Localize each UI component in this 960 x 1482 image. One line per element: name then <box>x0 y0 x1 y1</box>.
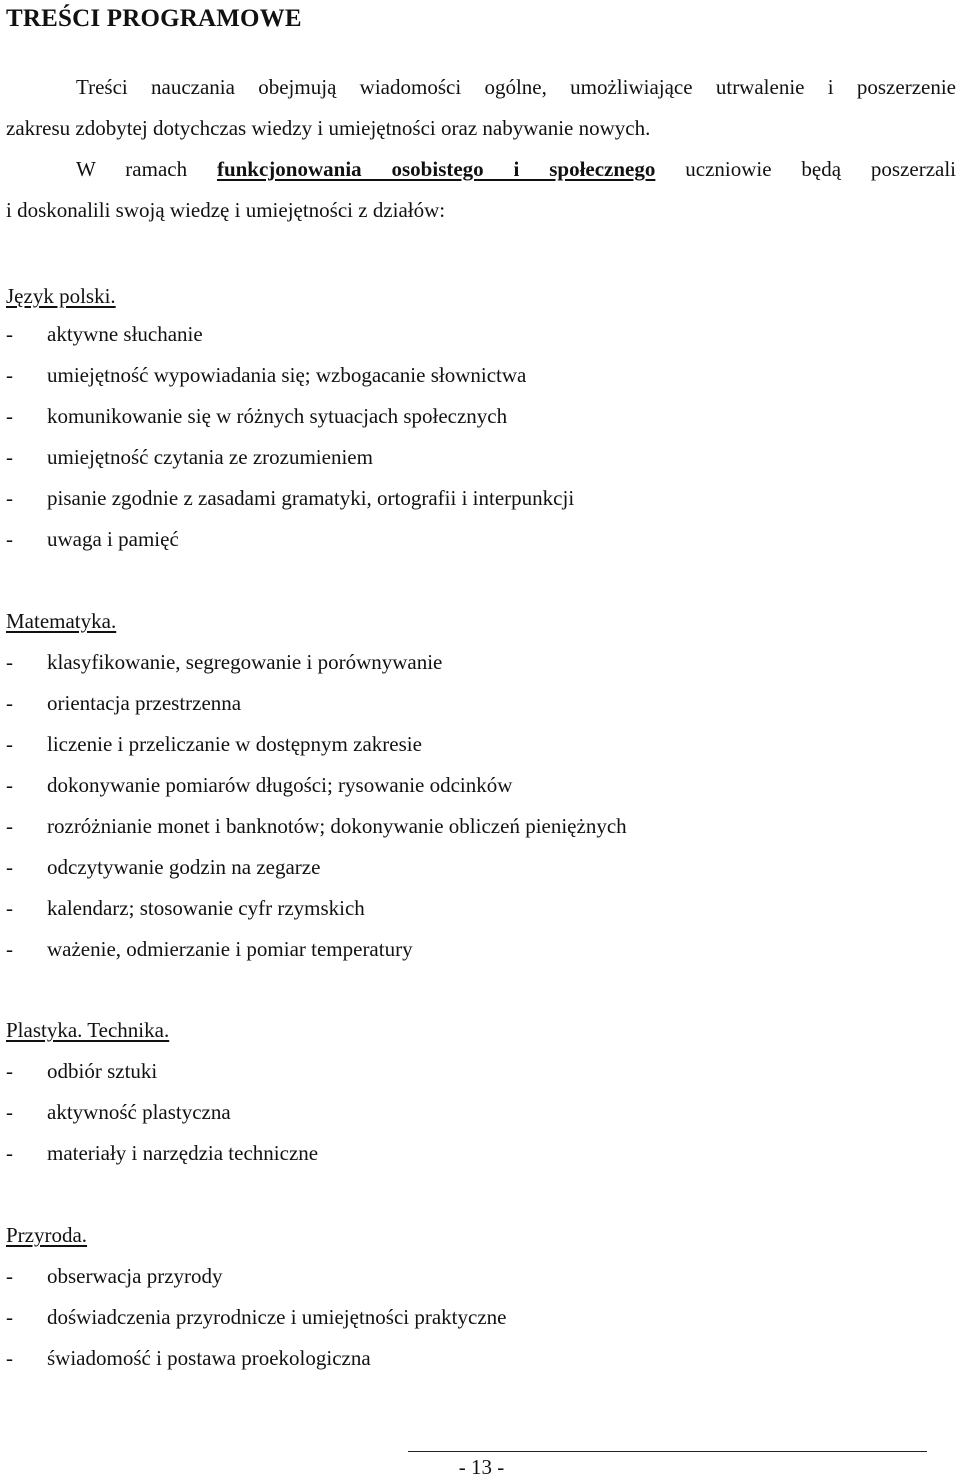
list-dash: - <box>6 814 13 838</box>
list-item-text: dokonywanie pomiarów długości; rysowanie odcinków <box>47 773 513 797</box>
list-item <box>6 890 365 926</box>
list-item <box>6 1053 157 1089</box>
list-dash: - <box>6 1264 13 1288</box>
list-item <box>6 1135 318 1171</box>
list-item-text: odczytywanie godzin na zegarze <box>47 855 321 879</box>
list-item <box>6 1299 506 1335</box>
list-dash: - <box>6 855 13 879</box>
list-dash: - <box>6 1100 13 1124</box>
list-item <box>6 521 179 557</box>
intro-line-2: zakresu zdobytej dotychczas wiedzy i umiejętności oraz nabywanie nowych. <box>6 116 651 140</box>
intro-line-4: i doskonalili swoją wiedzę i umiejętności z działów: <box>6 198 446 222</box>
list-item <box>6 1340 371 1376</box>
list-item-text: aktywność plastyczna <box>47 1100 231 1124</box>
list-item <box>6 644 442 680</box>
list-dash: - <box>6 896 13 920</box>
list-item-text: komunikowanie się w różnych sytuacjach społecznych <box>47 404 508 428</box>
intro-line-3-start: W ramach <box>76 157 188 181</box>
list-dash: - <box>6 1059 13 1083</box>
list-item <box>6 357 526 393</box>
list-dash: - <box>6 486 13 510</box>
list-dash: - <box>6 322 13 346</box>
list-item <box>6 1094 231 1130</box>
list-dash: - <box>6 404 13 428</box>
list-item <box>6 1258 223 1294</box>
list-dash: - <box>6 650 13 674</box>
section-heading-polish: Język polski. <box>6 284 116 308</box>
intro-line-1: Treści nauczania obejmują wiadomości ogólne, umożliwiające utrwalenie i poszerzenie <box>76 75 956 99</box>
list-item-text: doświadczenia przyrodnicze i umiejętności praktyczne <box>47 1305 507 1329</box>
list-item-text: orientacja przestrzenna <box>47 691 242 715</box>
intro-line-3-end: uczniowie będą poszerzali <box>685 157 957 181</box>
list-item <box>6 685 241 721</box>
list-dash: - <box>6 1346 13 1370</box>
list-item-text: klasyfikowanie, segregowanie i porównywanie <box>47 650 443 674</box>
list-item-text: aktywne słuchanie <box>47 322 203 346</box>
list-item <box>6 931 413 967</box>
list-item-text: rozróżnianie monet i banknotów; dokonywanie obliczeń pieniężnych <box>47 814 627 838</box>
list-item <box>6 439 373 475</box>
list-item-text: liczenie i przeliczanie w dostępnym zakresie <box>47 732 422 756</box>
list-item-text: pisanie zgodnie z zasadami gramatyki, ortografii i interpunkcji <box>47 486 575 510</box>
list-item <box>6 316 203 352</box>
list-item <box>6 726 422 762</box>
list-dash: - <box>6 527 13 551</box>
list-item-text: materiały i narzędzia techniczne <box>47 1141 319 1165</box>
list-dash: - <box>6 1141 13 1165</box>
list-dash: - <box>6 1305 13 1329</box>
list-dash: - <box>6 732 13 756</box>
section-heading-art-technology: Plastyka. Technika. <box>6 1018 170 1042</box>
list-item-text: odbiór sztuki <box>47 1059 158 1083</box>
list-item-text: umiejętność wypowiadania się; wzbogacanie słownictwa <box>47 363 527 387</box>
intro-line-3 <box>6 149 956 190</box>
list-item-text: ważenie, odmierzanie i pomiar temperatury <box>47 937 413 961</box>
list-dash: - <box>6 937 13 961</box>
section-heading-nature: Przyroda. <box>6 1223 88 1247</box>
list-item-text: uwaga i pamięć <box>47 527 179 551</box>
page-title: TREŚCI PROGRAMOWE <box>6 5 302 32</box>
list-dash: - <box>6 445 13 469</box>
list-item-text: obserwacja przyrody <box>47 1264 223 1288</box>
page-number: - 13 - <box>458 1455 505 1479</box>
list-dash: - <box>6 363 13 387</box>
list-item-text: kalendarz; stosowanie cyfr rzymskich <box>47 896 365 920</box>
section-heading-math: Matematyka. <box>6 609 117 633</box>
list-item <box>6 398 507 434</box>
list-item <box>6 808 627 844</box>
list-item-text: umiejętność czytania ze zrozumieniem <box>47 445 373 469</box>
list-item <box>6 480 574 516</box>
list-item <box>6 767 512 803</box>
intro-emphasis: funkcjonowania osobistego i społecznego <box>216 157 656 181</box>
list-item <box>6 849 320 885</box>
list-dash: - <box>6 773 13 797</box>
list-dash: - <box>6 691 13 715</box>
list-item-text: świadomość i postawa proekologiczna <box>47 1346 371 1370</box>
